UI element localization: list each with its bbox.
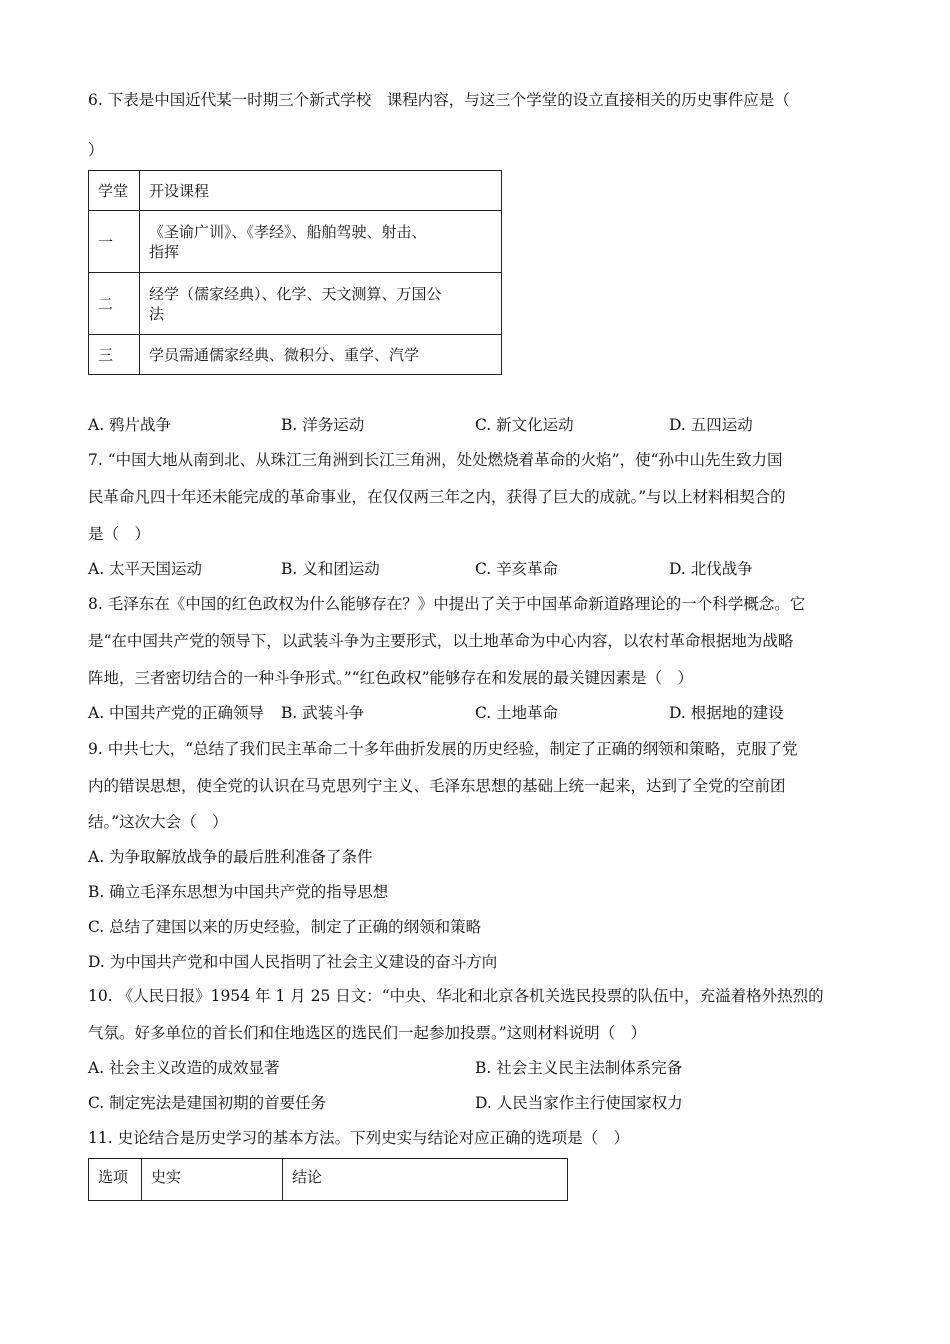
q9-option-a[interactable]: A. 为争取解放战争的最后胜利准备了条件 — [88, 848, 373, 866]
q10-stem-line2: 气氛。好多单位的首长们和住地选区的选民们一起参加投票。”这则材料说明（ ） — [88, 1024, 647, 1042]
q6-row3-line1: 学员需通儒家经典、微积分、重学、汽学 — [149, 345, 420, 364]
q8-stem-line1: 8. 毛泽东在《中国的红色政权为什么能够存在？》中提出了关于中国革命新道路理论的一个科学概念。它 — [88, 595, 806, 613]
q6-stem-line2: ） — [88, 141, 104, 159]
q11-table — [88, 1158, 568, 1201]
q8-option-b[interactable]: B. 武装斗争 — [281, 704, 365, 722]
q8-option-d[interactable]: D. 根据地的建设 — [669, 704, 784, 722]
q9-option-b[interactable]: B. 确立毛泽东思想为中国共产党的指导思想 — [88, 883, 389, 901]
q6-option-d[interactable]: D. 五四运动 — [669, 416, 753, 434]
q11-stem: 11. 史论结合是历史学习的基本方法。下列史实与结论对应正确的选项是（ ） — [88, 1129, 630, 1147]
q9-stem-line2: 内的错误思想，使全党的认识在马克思列宁主义、毛泽东思想的基础上统一起来，达到了全党的空前团 — [88, 777, 786, 795]
q7-option-a[interactable]: A. 太平天国运动 — [88, 560, 203, 578]
table-row — [89, 335, 502, 375]
q11-table-header-option: 选项 — [89, 1159, 142, 1201]
q6-option-b[interactable]: B. 洋务运动 — [281, 416, 365, 434]
q6-option-c[interactable]: C. 新文化运动 — [475, 416, 574, 434]
q6-row2-num: 二 — [89, 273, 140, 335]
q7-option-c[interactable]: C. 辛亥革命 — [475, 560, 559, 578]
q7-stem-line2: 民革命凡四十年还未能完成的革命事业，在仅仅两三年之内，获得了巨大的成就。”与以上材料相契合的 — [88, 488, 786, 506]
q9-stem-line1: 9. 中共七大，“总结了我们民主革命二十多年曲折发展的历史经验，制定了正确的纲领和策略，克服了党 — [88, 740, 798, 758]
q7-option-d[interactable]: D. 北伐战争 — [669, 560, 753, 578]
q6-table — [88, 170, 502, 375]
q8-stem-line3: 阵地，三者密切结合的一种斗争形式。”“红色政权”能够存在和发展的最关键因素是（ ） — [88, 669, 694, 687]
q6-row3-num: 三 — [89, 335, 140, 375]
q6-row2-courses — [140, 273, 502, 335]
q9-option-c[interactable]: C. 总结了建国以来的历史经验，制定了正确的纲领和策略 — [88, 918, 482, 936]
q11-table-header-conclusion: 结论 — [283, 1159, 568, 1201]
q6-stem-line1: 6. 下表是中国近代某一时期三个新式学校 课程内容，与这三个学堂的设立直接相关的历史事件应是（ — [88, 91, 790, 109]
q6-row1-courses — [140, 211, 502, 273]
q6-table-header-school: 学堂 — [89, 171, 140, 211]
q8-stem-line2: 是“在中国共产党的领导下，以武装斗争为主要形式，以土地革命为中心内容，以农村革命根据地为战略 — [88, 632, 794, 650]
q9-option-d[interactable]: D. 为中国共产党和中国人民指明了社会主义建设的奋斗方向 — [88, 953, 498, 971]
table-row — [89, 211, 502, 273]
q6-row1-num: 一 — [89, 211, 140, 273]
q10-stem-line1: 10. 《人民日报》1954 年 1 月 25 日文：“中央、华北和北京各机关选民投票的队伍中，充溢着格外热烈的 — [88, 987, 824, 1005]
q10-option-d[interactable]: D. 人民当家作主行使国家权力 — [475, 1094, 683, 1112]
q7-stem-line1: 7. “中国大地从南到北、从珠江三角洲到长江三角洲，处处燃烧着革命的火焰”，使“孙中山先生致力国 — [88, 451, 783, 469]
q10-option-a[interactable]: A. 社会主义改造的成效显著 — [88, 1059, 280, 1077]
q6-row1-line2: 指挥 — [149, 242, 180, 261]
q8-option-c[interactable]: C. 土地革命 — [475, 704, 559, 722]
q10-option-b[interactable]: B. 社会主义民主法制体系完备 — [475, 1059, 683, 1077]
q8-option-a[interactable]: A. 中国共产党的正确领导 — [88, 704, 265, 722]
q6-row2-line1: 经学（儒家经典）、化学、天文测算、万国公 — [149, 284, 442, 303]
q7-option-b[interactable]: B. 义和团运动 — [281, 560, 380, 578]
q6-option-a[interactable]: A. 鸦片战争 — [88, 416, 172, 434]
q6-row3-courses — [140, 335, 502, 375]
q7-stem-line3: 是（ ） — [88, 525, 151, 543]
q9-stem-line3: 结。”这次大会（ ） — [88, 813, 228, 831]
q11-table-header-fact: 史实 — [142, 1159, 283, 1201]
table-row — [89, 273, 502, 335]
q10-option-c[interactable]: C. 制定宪法是建国初期的首要任务 — [88, 1094, 327, 1112]
q6-row1-line1: 《圣谕广训》、《孝经》、船舶驾驶、射击、 — [149, 222, 427, 241]
q6-table-header-courses: 开设课程 — [140, 171, 502, 211]
q6-row2-line2: 法 — [149, 304, 165, 323]
